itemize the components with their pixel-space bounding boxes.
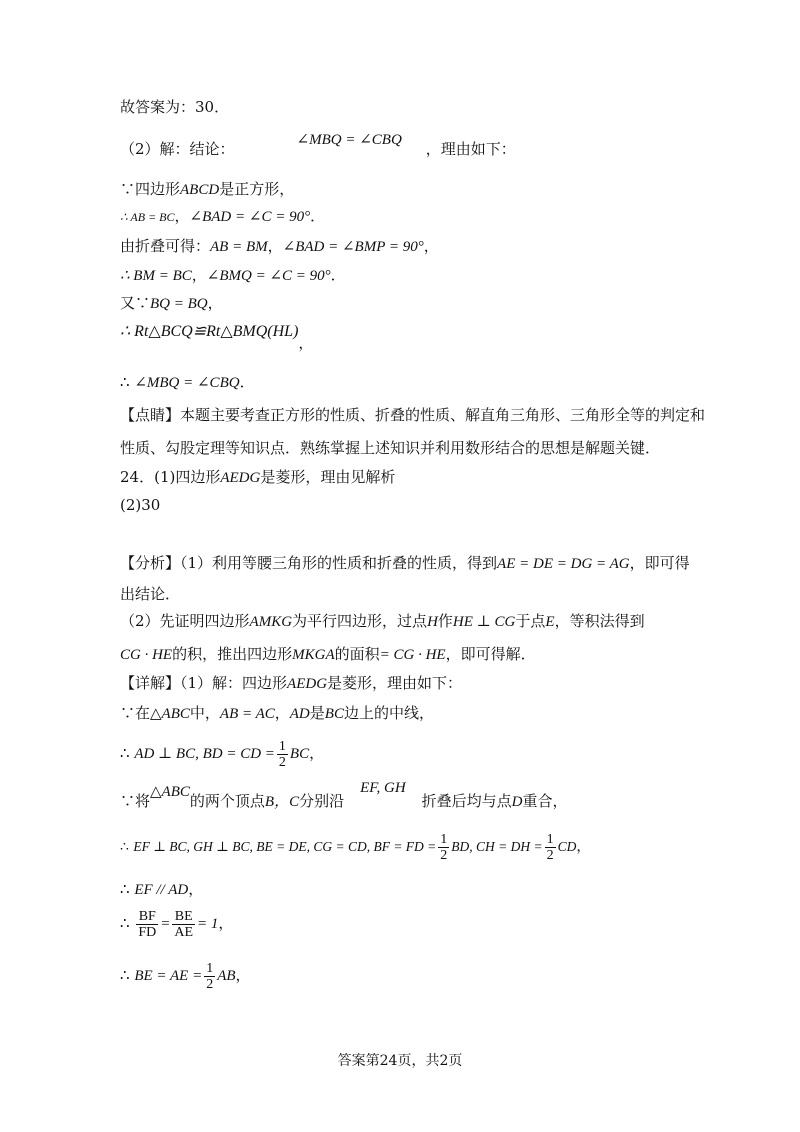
math: D — [511, 794, 523, 810]
text: 由折叠可得： — [120, 237, 211, 255]
text: ． — [310, 207, 326, 225]
text: 的积，推出四边形 — [172, 645, 293, 663]
math: BC — [289, 746, 310, 762]
math: ∠MBQ = ∠CBQ — [134, 375, 240, 391]
text: ∵将 — [120, 792, 151, 810]
text: ， — [267, 237, 283, 255]
text: ，等积法得到 — [554, 612, 645, 630]
math: MKGA — [292, 647, 335, 663]
math: B，C — [264, 794, 300, 810]
text: 【点睛】本题主要考查正方形的性质、折叠的性质、解直角三角形、三角形全等的判定和 — [120, 406, 706, 424]
math: AB = BM — [210, 239, 268, 255]
text: ， — [576, 839, 591, 855]
math: ∠BMQ = ∠C = 90° — [206, 268, 331, 284]
fraction-half — [438, 832, 449, 863]
text: 【分析】（1）利用等腰三角形的性质和折叠的性质，得到 — [120, 554, 498, 572]
fraction-denominator: 2 — [278, 754, 286, 770]
text: ， — [174, 207, 190, 225]
text: ，理由如下： — [425, 140, 516, 158]
math: H — [427, 614, 438, 630]
fraction-denominator: 2 — [546, 847, 554, 863]
math: AEDG — [287, 676, 328, 692]
proof-line — [120, 322, 314, 352]
math: EF ⊥ BC, GH ⊥ BC, BE = DE, CG = CD, BF = FD = — [133, 839, 437, 854]
fraction-bf-fd — [136, 909, 158, 940]
text: ，即可得 — [629, 554, 690, 572]
math: AMKG — [249, 614, 293, 630]
text: ， — [218, 914, 234, 932]
page-footer — [0, 1050, 800, 1070]
text: 出结论． — [120, 585, 181, 603]
text: ，即可得解． — [445, 645, 536, 663]
answer-text: 故答案为：30． — [120, 98, 230, 116]
math: BE = AE = — [134, 968, 203, 984]
math: ABCD — [180, 182, 220, 198]
math: ∠BAD = ∠C = 90° — [189, 209, 311, 225]
text: 性质、勾股定理等知识点．熟练掌握上述知识并利用数形结合的思想是解题关键． — [120, 439, 661, 457]
math: = CG · HE — [379, 647, 446, 663]
text: 24．(1)四边形 — [120, 468, 221, 486]
text: 重合， — [522, 792, 568, 810]
proof-line — [120, 207, 325, 226]
text: 中， — [189, 704, 220, 722]
fraction-numerator: BF — [136, 909, 158, 925]
text: （2）解：结论： — [120, 140, 235, 158]
math: HE ⊥ CG — [452, 614, 516, 630]
answer-line — [120, 98, 229, 116]
detail-line — [120, 736, 324, 771]
text: 为平行四边形，过点 — [292, 612, 428, 630]
text: 于点 — [515, 612, 546, 630]
text: ∵在 — [120, 704, 151, 722]
fraction-numerator: 1 — [546, 831, 554, 847]
detail-line — [120, 674, 462, 693]
math: ∴ Rt△BCQ≌Rt△BMQ(HL) — [120, 323, 299, 340]
detail-line — [120, 704, 434, 723]
question-24-line — [120, 468, 395, 487]
math: AB — [217, 968, 236, 984]
proof-line — [120, 294, 223, 313]
math: AD ⊥ BC, BD = CD = — [134, 746, 275, 762]
math: AEDG — [220, 470, 261, 486]
fraction-numerator: 1 — [206, 960, 214, 976]
proof-line — [120, 237, 439, 256]
fraction-denominator: AE — [174, 924, 194, 940]
text: （2）先证明四边形 — [120, 612, 250, 630]
math: = 1 — [197, 916, 219, 932]
text: 是菱形，理由如下： — [327, 674, 463, 692]
fraction-be-ae — [172, 909, 195, 940]
math: BC — [324, 706, 344, 722]
fraction-half — [545, 832, 556, 863]
math: EF, GH — [360, 780, 406, 796]
math: AD — [289, 706, 310, 722]
text: 是菱形，理由见解析 — [260, 468, 396, 486]
text: ∴ — [120, 880, 135, 898]
text: ． — [239, 373, 255, 391]
math: BD, CH = DH = — [451, 839, 543, 854]
text: ∴ — [120, 914, 135, 932]
math: △ABC — [150, 784, 190, 800]
text: ， — [274, 704, 290, 722]
text: 作 — [437, 612, 453, 630]
math: ∴ BM = BC — [120, 268, 192, 284]
text: 的两个顶点 — [189, 792, 265, 810]
page-number: 答案第24页，共2页 — [337, 1053, 463, 1069]
text: ， — [298, 334, 314, 352]
math: AB = AC — [219, 706, 275, 722]
analysis-line — [120, 645, 536, 664]
text: 是 — [309, 704, 325, 722]
text: 折叠后均与点 — [421, 792, 512, 810]
detail-line — [120, 780, 568, 811]
text: ， — [191, 266, 207, 284]
text: ． — [330, 266, 346, 284]
text: 又∵ — [120, 294, 151, 312]
text: 边上的中线， — [343, 704, 434, 722]
text: ， — [423, 237, 439, 255]
text: 是正方形， — [219, 180, 295, 198]
text: ∵四边形 — [120, 180, 181, 198]
text: ∴ — [120, 744, 135, 762]
text: 分别沿 — [299, 792, 345, 810]
proof-line — [120, 373, 255, 392]
text: (2)30 — [120, 496, 161, 514]
answer-line — [120, 496, 160, 514]
math: ∴ AB = BC — [120, 210, 175, 224]
text: ∴ — [120, 373, 135, 391]
text: 【详解】（1）解：四边形 — [120, 674, 288, 692]
fraction-denominator: FD — [138, 924, 157, 940]
detail-line — [120, 906, 233, 941]
math: CG · HE — [120, 647, 173, 663]
text: ∴ — [120, 966, 135, 984]
fraction-numerator: 1 — [278, 738, 286, 754]
fraction-half — [204, 961, 215, 992]
math: BQ = BQ — [150, 296, 208, 312]
math: ∠BAD = ∠BMP = 90° — [282, 239, 424, 255]
proof-line — [120, 266, 346, 285]
math: AE = DE = DG = AG — [497, 556, 630, 572]
text: 的面积 — [334, 645, 380, 663]
math: ∠MBQ = ∠CBQ — [296, 132, 402, 148]
note-line — [120, 406, 705, 424]
text: ， — [207, 294, 223, 312]
math: EF // AD — [134, 882, 189, 898]
math: = — [160, 916, 171, 932]
analysis-line — [120, 612, 645, 631]
fraction-numerator: 1 — [440, 831, 448, 847]
text: ， — [188, 880, 204, 898]
note-line — [120, 439, 660, 457]
fraction-denominator: 2 — [440, 847, 448, 863]
fraction-half — [277, 739, 288, 770]
proof-line — [120, 180, 294, 199]
detail-line — [120, 830, 590, 864]
detail-line — [120, 958, 251, 993]
fraction-denominator: 2 — [206, 976, 214, 992]
text: ， — [309, 744, 325, 762]
analysis-line — [120, 554, 690, 573]
analysis-line — [120, 585, 180, 603]
math: △ABC — [150, 706, 190, 722]
fraction-numerator: BE — [172, 909, 195, 925]
text: ∴ — [120, 839, 134, 855]
math: E — [545, 614, 555, 630]
math: CD — [557, 839, 577, 854]
conclusion-line — [120, 132, 516, 159]
detail-line — [120, 880, 203, 899]
text: ， — [235, 966, 251, 984]
